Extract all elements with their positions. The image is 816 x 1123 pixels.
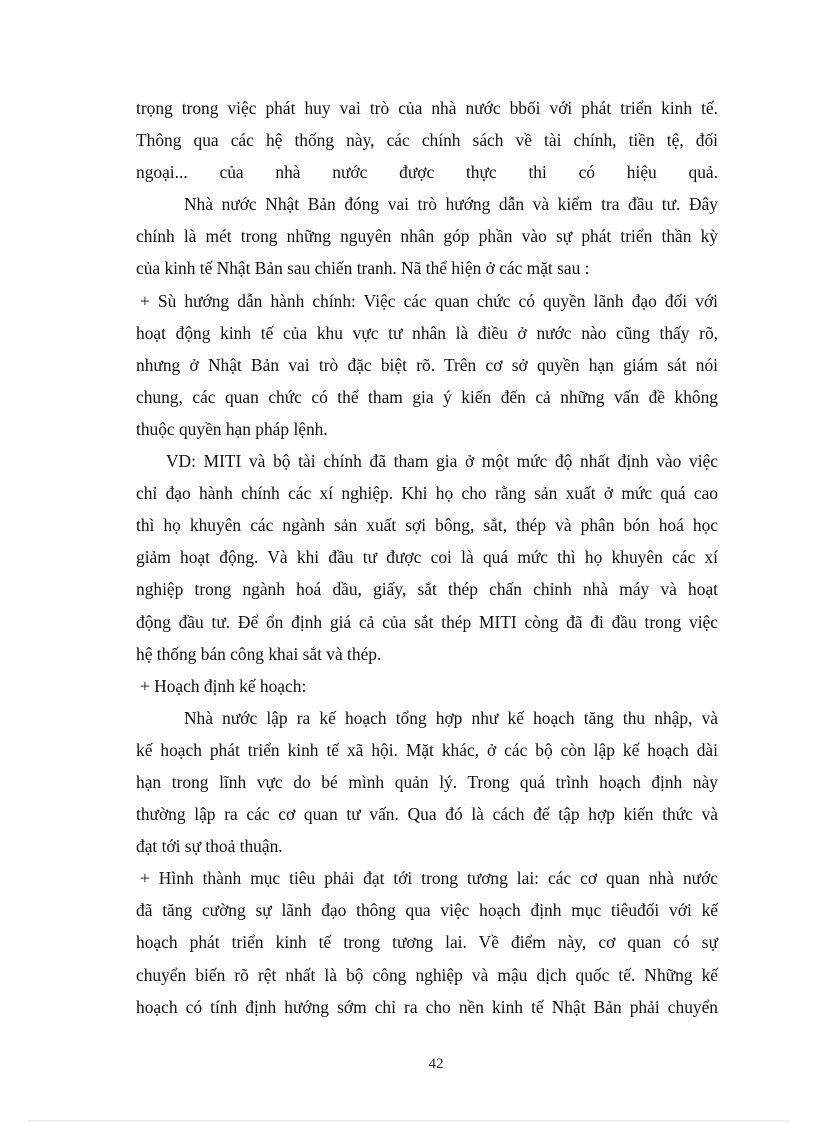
text-line: hạn trong lĩnh vực do bé mình quản lý. Trong quá trình hoạch định này (136, 771, 718, 792)
text-line: nhưng ở Nhật Bản vai trò đặc biệt rõ. Trên cơ sở quyền hạn giám sát nói (136, 354, 718, 375)
text-line: trọng trong việc phát huy vai trò của nhà nước bbối với phát triển kinh tế. (136, 98, 718, 118)
text-line: hoạt động kinh tế của khu vực tư nhân là điều ở nước nào cũng thấy rõ, (136, 322, 718, 343)
text-line: + Hoạch định kế hoạch: (140, 675, 307, 696)
text-line: hệ thống bán công khai sắt và thép. (136, 643, 382, 664)
text-line: Nhà nước Nhật Bản đóng vai trò hướng dẫn và kiểm tra đầu tư. Đây (184, 194, 718, 215)
text-line: kế hoạch phát triển kinh tế xã hội. Mặt khác, ở các bộ còn lập kế hoạch dài (136, 739, 718, 760)
text-line: thuộc quyền hạn pháp lệnh. (136, 418, 328, 439)
text-line: chính là mét trong những nguyên nhân góp phần vào sự phát triển thần kỳ (136, 226, 718, 247)
text-line: chuyển biến rõ rệt nhất là bộ công nghiệp và mậu dịch quốc tế. Những kế (136, 964, 718, 985)
text-line: đạt tới sự thoả thuận. (136, 836, 283, 857)
text-line: động đầu tư. Để ổn định giá cả của sắt thép MITI còng đã đi đầu trong việc (136, 611, 718, 632)
text-line: hoạch có tính định hướng sớm chỉ ra cho nền kinh tế Nhật Bản phải chuyển (136, 996, 718, 1017)
text-line: Nhà nước lập ra kế hoạch tổng hợp như kế hoạch tăng thu nhập, và (184, 707, 718, 728)
text-line: ngoại... của nhà nước được thực thi có hiệu quả. (136, 162, 718, 183)
document-body-text (136, 92, 718, 1023)
text-line: đã tăng cường sự lãnh đạo thông qua việc hoạch định mục tiêuđối với kế (136, 900, 718, 921)
text-line: giảm hoạt động. Và khi đầu tư được coi là quá mức thì họ khuyên các xí (136, 547, 718, 568)
text-line: + Hình thành mục tiêu phải đạt tới trong tương lai: các cơ quan nhà nước (140, 868, 718, 889)
text-line: thường lập ra các cơ quan tư vấn. Qua đó là cách để tập hợp kiến thức và (136, 804, 718, 825)
text-line: Thông qua các hệ thống này, các chính sách về tài chính, tiền tệ, đối (136, 130, 718, 151)
page-bottom-border (28, 1120, 788, 1121)
text-line: VD: MITI và bộ tài chính đã tham gia ở một mức độ nhất định vào việc (166, 451, 718, 472)
text-line: hoạch phát triển kinh tế trong tương lai. Về điểm này, cơ quan có sự (136, 932, 718, 953)
text-line: chỉ đạo hành chính các xí nghiệp. Khi họ cho rằng sản xuất ở mức quá cao (136, 483, 718, 504)
text-line: + Sù hướng dẫn hành chính: Việc các quan chức có quyền lãnh đạo đối với (140, 290, 718, 311)
text-line: thì họ khuyên các ngành sản xuất sợi bông, sắt, thép và phân bón hoá học (136, 515, 718, 536)
text-line: nghiệp trong ngành hoá dầu, giấy, sắt thép chấn chỉnh nhà máy và hoạt (136, 579, 718, 600)
page-number: 42 (428, 1056, 444, 1072)
text-line: của kinh tế Nhật Bản sau chiến tranh. Nã thể hiện ở các mặt sau : (136, 258, 590, 279)
text-line: chung, các quan chức có thể tham gia ý kiến đến cả những vấn đề không (136, 386, 718, 407)
